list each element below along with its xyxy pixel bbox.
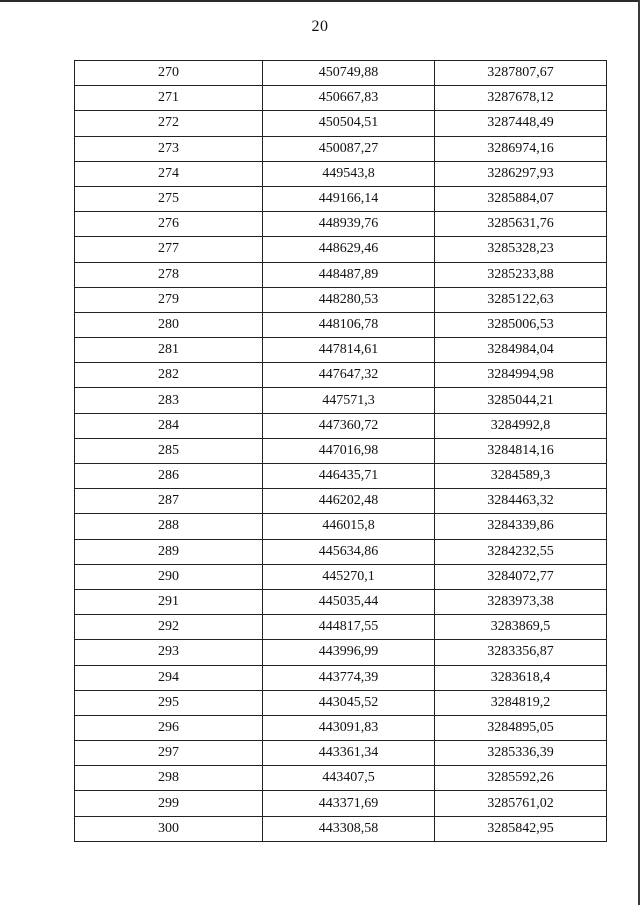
y-coordinate-cell: 3287678,12: [435, 86, 607, 111]
x-coordinate-cell: 443774,39: [263, 665, 435, 690]
point-number-cell: 273: [75, 136, 263, 161]
x-coordinate-cell: 443371,69: [263, 791, 435, 816]
point-number-cell: 278: [75, 262, 263, 287]
coordinates-table: [74, 60, 607, 842]
table-row: [75, 640, 607, 665]
x-coordinate-cell: 443407,5: [263, 766, 435, 791]
y-coordinate-cell: 3284994,98: [435, 363, 607, 388]
x-coordinate-cell: 447647,32: [263, 363, 435, 388]
y-coordinate-cell: 3285233,88: [435, 262, 607, 287]
y-coordinate-cell: 3283869,5: [435, 615, 607, 640]
point-number-cell: 277: [75, 237, 263, 262]
page-number: 20: [311, 18, 329, 35]
table-row: [75, 564, 607, 589]
y-coordinate-cell: 3283973,38: [435, 589, 607, 614]
y-coordinate-cell: 3284463,32: [435, 489, 607, 514]
x-coordinate-cell: 447571,3: [263, 388, 435, 413]
x-coordinate-cell: 447814,61: [263, 338, 435, 363]
y-coordinate-cell: 3287448,49: [435, 111, 607, 136]
point-number-cell: 279: [75, 287, 263, 312]
point-number-cell: 299: [75, 791, 263, 816]
x-coordinate-cell: 445634,86: [263, 539, 435, 564]
point-number-cell: 271: [75, 86, 263, 111]
point-number-cell: 291: [75, 589, 263, 614]
table-row: [75, 715, 607, 740]
point-number-cell: 290: [75, 564, 263, 589]
point-number-cell: 300: [75, 816, 263, 841]
point-number-cell: 276: [75, 212, 263, 237]
x-coordinate-cell: 447016,98: [263, 438, 435, 463]
y-coordinate-cell: 3285631,76: [435, 212, 607, 237]
table-row: [75, 136, 607, 161]
x-coordinate-cell: 445270,1: [263, 564, 435, 589]
table-row: [75, 741, 607, 766]
y-coordinate-cell: 3287807,67: [435, 61, 607, 86]
x-coordinate-cell: 448939,76: [263, 212, 435, 237]
table-row: [75, 514, 607, 539]
table-row: [75, 665, 607, 690]
x-coordinate-cell: 446435,71: [263, 464, 435, 489]
x-coordinate-cell: 447360,72: [263, 413, 435, 438]
table-row: [75, 287, 607, 312]
y-coordinate-cell: 3284339,86: [435, 514, 607, 539]
table-row: [75, 86, 607, 111]
y-coordinate-cell: 3284589,3: [435, 464, 607, 489]
y-coordinate-cell: 3285884,07: [435, 186, 607, 211]
point-number-cell: 275: [75, 186, 263, 211]
y-coordinate-cell: 3285328,23: [435, 237, 607, 262]
point-number-cell: 298: [75, 766, 263, 791]
table-row: [75, 61, 607, 86]
table-row: [75, 489, 607, 514]
y-coordinate-cell: 3284232,55: [435, 539, 607, 564]
y-coordinate-cell: 3283356,87: [435, 640, 607, 665]
x-coordinate-cell: 448487,89: [263, 262, 435, 287]
point-number-cell: 270: [75, 61, 263, 86]
y-coordinate-cell: 3285044,21: [435, 388, 607, 413]
table-row: [75, 791, 607, 816]
point-number-cell: 289: [75, 539, 263, 564]
x-coordinate-cell: 446015,8: [263, 514, 435, 539]
y-coordinate-cell: 3284984,04: [435, 338, 607, 363]
point-number-cell: 287: [75, 489, 263, 514]
y-coordinate-cell: 3285592,26: [435, 766, 607, 791]
x-coordinate-cell: 446202,48: [263, 489, 435, 514]
point-number-cell: 283: [75, 388, 263, 413]
point-number-cell: 295: [75, 690, 263, 715]
table-row: [75, 413, 607, 438]
x-coordinate-cell: 450749,88: [263, 61, 435, 86]
x-coordinate-cell: 448106,78: [263, 312, 435, 337]
table-row: [75, 186, 607, 211]
x-coordinate-cell: 449543,8: [263, 161, 435, 186]
y-coordinate-cell: 3284819,2: [435, 690, 607, 715]
y-coordinate-cell: 3286297,93: [435, 161, 607, 186]
point-number-cell: 280: [75, 312, 263, 337]
x-coordinate-cell: 450087,27: [263, 136, 435, 161]
table-row: [75, 615, 607, 640]
coordinates-table-body: [75, 61, 607, 842]
y-coordinate-cell: 3284814,16: [435, 438, 607, 463]
y-coordinate-cell: 3285842,95: [435, 816, 607, 841]
point-number-cell: 274: [75, 161, 263, 186]
x-coordinate-cell: 443361,34: [263, 741, 435, 766]
table-row: [75, 438, 607, 463]
table-row: [75, 539, 607, 564]
table-row: [75, 161, 607, 186]
table-row: [75, 464, 607, 489]
y-coordinate-cell: 3285336,39: [435, 741, 607, 766]
y-coordinate-cell: 3284072,77: [435, 564, 607, 589]
point-number-cell: 284: [75, 413, 263, 438]
point-number-cell: 282: [75, 363, 263, 388]
point-number-cell: 281: [75, 338, 263, 363]
x-coordinate-cell: 448629,46: [263, 237, 435, 262]
table-row: [75, 388, 607, 413]
point-number-cell: 272: [75, 111, 263, 136]
x-coordinate-cell: 449166,14: [263, 186, 435, 211]
point-number-cell: 288: [75, 514, 263, 539]
y-coordinate-cell: 3285761,02: [435, 791, 607, 816]
table-row: [75, 237, 607, 262]
y-coordinate-cell: 3283618,4: [435, 665, 607, 690]
point-number-cell: 297: [75, 741, 263, 766]
x-coordinate-cell: 450504,51: [263, 111, 435, 136]
top-border-line: [0, 0, 640, 2]
x-coordinate-cell: 443091,83: [263, 715, 435, 740]
point-number-cell: 296: [75, 715, 263, 740]
point-number-cell: 285: [75, 438, 263, 463]
y-coordinate-cell: 3284895,05: [435, 715, 607, 740]
x-coordinate-cell: 443045,52: [263, 690, 435, 715]
table-row: [75, 816, 607, 841]
table-row: [75, 111, 607, 136]
table-row: [75, 363, 607, 388]
y-coordinate-cell: 3284992,8: [435, 413, 607, 438]
table-row: [75, 589, 607, 614]
table-row: [75, 262, 607, 287]
x-coordinate-cell: 443308,58: [263, 816, 435, 841]
x-coordinate-cell: 444817,55: [263, 615, 435, 640]
x-coordinate-cell: 445035,44: [263, 589, 435, 614]
point-number-cell: 292: [75, 615, 263, 640]
y-coordinate-cell: 3285122,63: [435, 287, 607, 312]
x-coordinate-cell: 443996,99: [263, 640, 435, 665]
table-row: [75, 312, 607, 337]
y-coordinate-cell: 3285006,53: [435, 312, 607, 337]
point-number-cell: 293: [75, 640, 263, 665]
table-row: [75, 690, 607, 715]
x-coordinate-cell: 450667,83: [263, 86, 435, 111]
point-number-cell: 294: [75, 665, 263, 690]
point-number-cell: 286: [75, 464, 263, 489]
table-row: [75, 338, 607, 363]
y-coordinate-cell: 3286974,16: [435, 136, 607, 161]
x-coordinate-cell: 448280,53: [263, 287, 435, 312]
table-row: [75, 212, 607, 237]
table-row: [75, 766, 607, 791]
